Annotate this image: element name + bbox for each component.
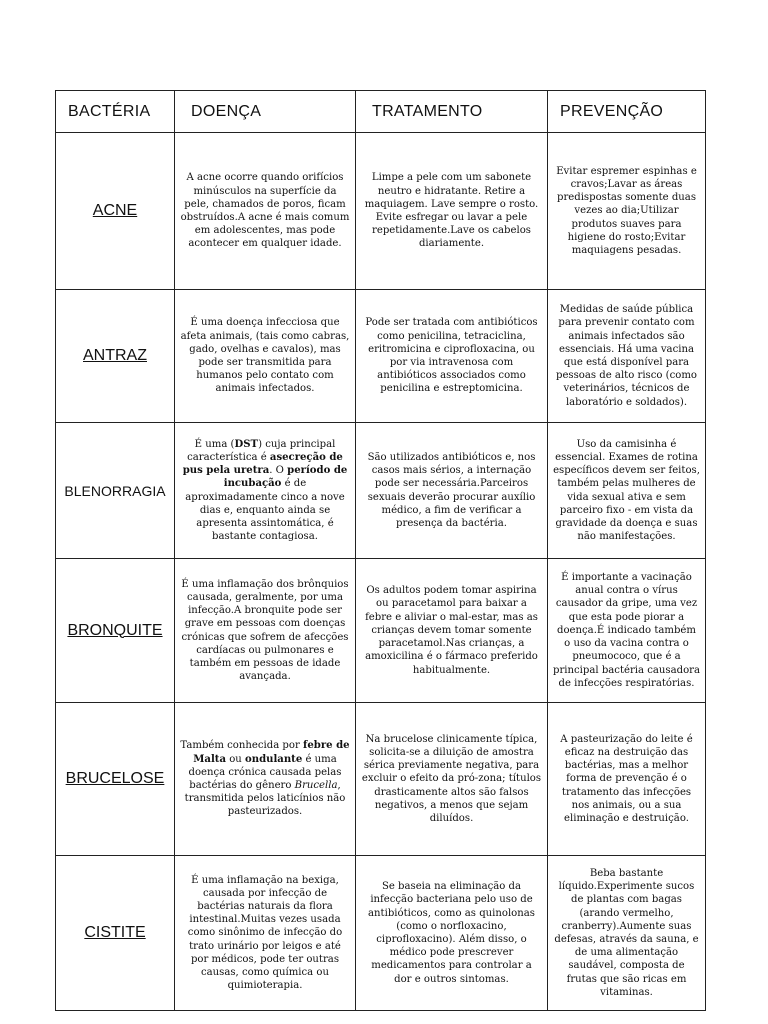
doenca-bold-ondulante: ondulante [245, 753, 303, 765]
header-doenca: DOENÇA [175, 91, 356, 133]
prevencao-cell: Evitar espremer espinhas e cravos;Lavar as áreas predispostas somente duas vezes ao dia;Utilizar produtos suaves para higiene do rosto;Evitar maquiagens pesadas. [548, 133, 706, 290]
doenca-cell: É uma inflamação dos brônquios causada, geralmente, por uma infecção.A bronquite pode ser grave em pessoas com doenças crónicas que sofrem de afecções cardíacas ou pulmonares e também em pessoas de idade avançada. [175, 559, 356, 703]
table-row [56, 856, 706, 1011]
prevencao-cell: É importante a vacinação anual contra o vírus causador da gripe, uma vez que esta pode piorar a doença.É indicado também o uso da vacina contra o pneumococo, que é a principal bactéria causadora de infecções respiratórias. [548, 559, 706, 703]
doenca-cell: É uma doença infecciosa que afeta animais, (tais como cabras, gado, ovelhas e cavalos), mas pode ser transmitida para humanos pelo contato com animais infectados. [175, 290, 356, 423]
doenca-text: , transmitida pelos laticínios não pasteurizados. [184, 780, 346, 818]
doenca-text: ) cuja principal característica é [187, 438, 336, 463]
doenca-bold-incubacao: período de incubação [223, 465, 348, 490]
doenca-text: . O [269, 465, 288, 477]
doenca-text: ou [226, 753, 245, 765]
header-row [56, 91, 706, 133]
doenca-bold-febre: febre de Malta [193, 740, 350, 765]
table-row [56, 290, 706, 423]
tratamento-cell: Se baseia na eliminação da infecção bacteriana pelo uso de antibióticos, como as quinolonas (como o norfloxacino, ciprofloxacino). Além disso, o médico pode prescrever medicamentos para controlar a dor e outros sintomas. [356, 856, 548, 1011]
doenca-cell: A acne ocorre quando orifícios minúsculos na superfície da pele, chamados de poros, ficam obstruídos.A acne é mais comum em adolescentes, mas pode acontecer em qualquer idade. [175, 133, 356, 290]
prevencao-cell: Medidas de saúde pública para prevenir contato com animais infectados são essenciais. Há uma vacina que está disponível para pessoas de alto risco (como veterinários, técnicos de laboratório e soldados). [548, 290, 706, 423]
doenca-bold-secrecao: asecreção de pus pela uretra [182, 451, 343, 477]
header-tratamento: TRATAMENTO [356, 91, 548, 133]
header-bacteria: BACTÉRIA [56, 91, 175, 133]
bacteria-name: CISTITE [84, 924, 146, 941]
table-row [56, 133, 706, 290]
bacteria-name-cell [56, 423, 175, 559]
bacteria-name: ANTRAZ [83, 347, 147, 364]
tratamento-cell: Na brucelose clinicamente típica, solicita-se a diluição de amostra sérica previamente negativa, para excluir o efeito da pró-zona; títulos drasticamente altos são falsos negativos, a menos que sejam diluídos. [356, 703, 548, 856]
bacteria-name-cell [56, 703, 175, 856]
doenca-text: é de aproximadamente cinco a nove dias e, enquanto ainda se apresenta assintomática, é bastante contagiosa. [185, 478, 345, 543]
bacteria-name: BRUCELOSE [65, 770, 165, 787]
tratamento-cell: Os adultos podem tomar aspirina ou paracetamol para baixar a febre e aliviar o mal-estar, mas as crianças devem tomar somente paracetamol.Nas crianças, a amoxicilina é o fármaco preferido habitualmente. [356, 559, 548, 703]
doenca-cell: É uma inflamação na bexiga, causada por infecção de bactérias naturais da flora intestinal.Muitas vezes usada como sinônimo de infecção do trato urinário por leigos e até por médicos, pode ter outras causas, como química ou quimioterapia. [175, 856, 356, 1011]
prevencao-cell: Beba bastante líquido.Experimente sucos de plantas com bagas (arando vermelho, cranberry).Aumente suas defesas, através da sauna, e de uma alimentação saudável, composta de frutas que são ricas em vitaminas. [548, 856, 706, 1011]
tratamento-cell: Limpe a pele com um sabonete neutro e hidratante. Retire a maquiagem. Lave sempre o rosto. Evite esfregar ou lavar a pele repetidamente.Lave os cabelos diariamente. [356, 133, 548, 290]
doenca-text: é uma doença crónica causada pelas bactérias do gênero [188, 753, 342, 791]
bacteria-name-cell [56, 559, 175, 703]
doenca-italic-brucella: Brucella [294, 780, 338, 791]
bacteria-name: BRONQUITE [67, 621, 163, 639]
table-row [56, 423, 706, 559]
table-row [56, 559, 706, 703]
doenca-text: É uma ( [194, 438, 235, 450]
diseases-table [55, 90, 706, 1011]
doenca-text: Também conhecida por [180, 740, 304, 752]
bacteria-name-cell [56, 133, 175, 290]
tratamento-cell: Pode ser tratada com antibióticos como penicilina, tetraciclina, eritromicina e ciprofloxacina, ou por via intravenosa com antibióticos associados como penicilina e estreptomicina. [356, 290, 548, 423]
bacteria-name-cell [56, 290, 175, 423]
prevencao-cell: A pasteurização do leite é eficaz na destruição das bactérias, mas a melhor forma de prevenção é o tratamento das infecções nos animais, ou a sua eliminação e destruição. [548, 703, 706, 856]
bacteria-name: ACNE [92, 202, 138, 219]
header-prevencao: PREVENÇÃO [548, 91, 706, 133]
table-row [56, 703, 706, 856]
doenca-bold-dst: DST [234, 438, 259, 450]
doenca-cell [175, 423, 356, 559]
bacteria-name: BLENORRAGIA [64, 482, 166, 499]
bacteria-name-cell [56, 856, 175, 1011]
tratamento-cell: São utilizados antibióticos e, nos casos mais sérios, a internação pode ser necessária.Parceiros sexuais deverão procurar auxílio médico, a fim de verificar a presença da bactéria. [356, 423, 548, 559]
doenca-cell [175, 703, 356, 856]
prevencao-cell: Uso da camisinha é essencial. Exames de rotina específicos devem ser feitos, também pelas mulheres de vida sexual ativa e sem parceiro fixo - em vista da gravidade da doença e suas não manifestações. [548, 423, 706, 559]
